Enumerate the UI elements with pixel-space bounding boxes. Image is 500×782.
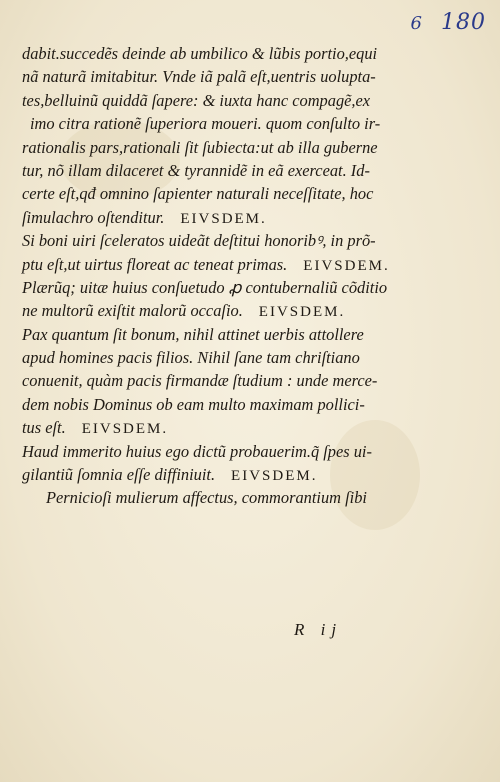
line-text: Si boni uiri ſceleratos uideãt deſtitui honoribꝰ, in prõ- [22, 231, 376, 251]
text-line [22, 299, 477, 322]
line-text: ne multorũ exiſtit malorũ occaſio. [22, 301, 243, 321]
line-text: imo citra rationẽ ſuperiora moueri. quom conſulto ir- [30, 114, 381, 134]
folio-value: 180 [441, 10, 486, 35]
line-text: dabit.succedẽs deinde ab umbilico & lũbis portio,equi [22, 44, 378, 63]
text-line [22, 393, 477, 416]
folio-prefix: 6 [410, 13, 423, 34]
line-text: apud homines pacis filios. Nihil ſane tam chriſtiano [22, 348, 360, 368]
section-heading: EIVSDEM. [258, 304, 346, 321]
text-line [22, 369, 477, 392]
text-line [22, 136, 477, 159]
line-text: tes,belluinũ quiddã ſapere: & iuxta hanc compagẽ,ex [22, 90, 371, 110]
line-text: Plærũq; uitæ huius conſuetudo ꝓ contubernaliũ cõditio [22, 277, 388, 297]
text-line [22, 486, 477, 509]
text-line [22, 440, 477, 463]
line-text: conuenit, quàm pacis firmandæ ſtudium : unde merce- [22, 371, 378, 391]
text-line [22, 463, 477, 486]
text-line [22, 253, 477, 276]
line-text: tur, nõ illam dilaceret & tyrannidẽ in eã exerceat. Id- [22, 160, 370, 180]
main-text-block [22, 42, 477, 510]
section-heading: EIVSDEM. [231, 468, 318, 485]
line-text: ſimulachro oſtenditur. [22, 207, 165, 227]
line-text: gilantiũ ſomnia eſſe diffiniuit. [22, 465, 216, 485]
section-heading: EIVSDEM. [180, 210, 267, 227]
text-line [22, 42, 477, 65]
line-text: nã naturã imitabitur. Vnde iã palã eſt,uentris uolupta- [22, 67, 376, 87]
line-text: certe eſt,qđ omnino ſapienter naturali neceſſitate, hoc [22, 184, 374, 204]
text-line [22, 159, 477, 182]
text-line [22, 182, 477, 205]
line-text: dem nobis Dominus ob eam multo maximam pollici- [22, 394, 365, 414]
line-text: rationalis pars,rationali ſit ſubiecta:ut ab illa guberne [22, 137, 378, 157]
text-line [22, 229, 477, 252]
section-heading: EIVSDEM. [81, 421, 169, 438]
line-text: Haud immerito huius ego dictũ probauerim.q̃ ſpes ui- [22, 441, 372, 461]
signature-mark: R ij [294, 620, 343, 639]
text-line [22, 206, 477, 229]
text-line [22, 323, 477, 346]
text-line [22, 89, 477, 112]
line-text: Pax quantum ſit bonum, nihil attinet uerbis attollere [22, 324, 364, 344]
text-line [22, 276, 477, 299]
text-line [22, 416, 477, 439]
text-line [22, 65, 477, 88]
line-text: ptu eſt,ut uirtus floreat ac teneat primas. [22, 254, 288, 274]
folio-number [411, 10, 486, 35]
section-heading: EIVSDEM. [303, 257, 390, 274]
text-line [22, 346, 477, 369]
line-text: tus eſt. [22, 418, 66, 438]
line-text: Pernicioſi mulierum affectus, commorantium ſibi [46, 488, 367, 508]
text-line [22, 112, 477, 135]
